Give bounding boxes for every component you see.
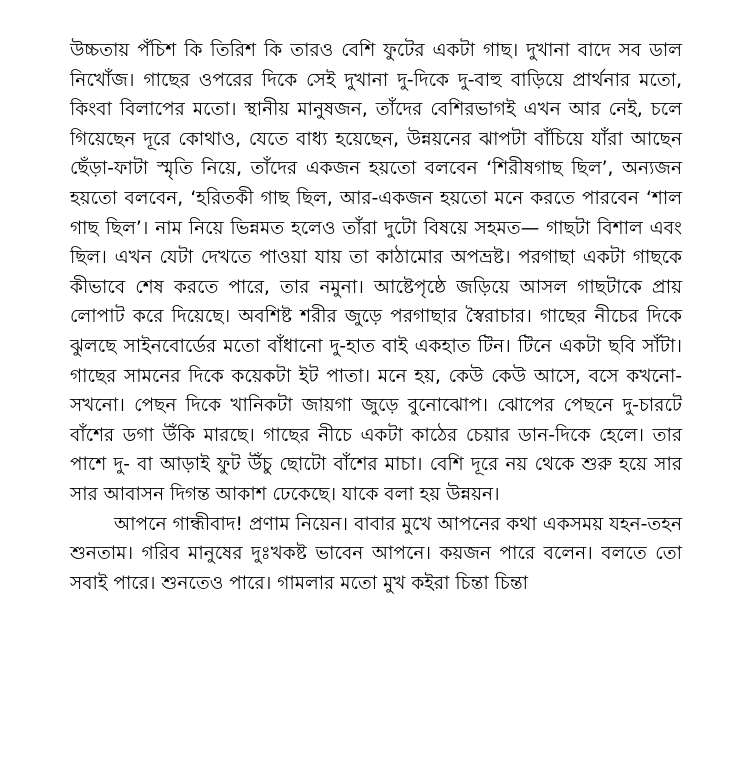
body-text	[70, 36, 682, 598]
paragraph-monologue: আপনে গান্ধীবাদ! প্রণাম নিয়েন। বাবার মুখে আপনের কথা একসময় যহন-তহন শুনতাম। গরিব মানুষের দুঃখকষ্ট ভাবেন আপনে। কয়জন পারে বলেন। বলতে তো সবাই পারে। শুনতেও পারে। গামলার মতো মুখ কইরা চিন্তা চিন্তা	[70, 513, 682, 594]
paragraph-description: উচ্চতায় পঁচিশ কি তিরিশ কি তারও বেশি ফুটের একটা গাছ। দুখানা বাদে সব ডাল নিখোঁজ। গাছের ওপরের দিকে সেই দুখানা দু-দিকে দু-বাহু বাড়িয়ে প্রার্থনার মতো, কিংবা বিলাপের মতো। স্থানীয় মানুষজন, তাঁদের বেশিরভাগই এখন আর নেই, চলে গিয়েছেন দূরে কোথাও, যেতে বাধ্য হয়েছেন, উন্নয়নের ঝাপটা বাঁচিয়ে যাঁরা আছেন ছেঁড়া-ফাটা স্মৃতি নিয়ে, তাঁদের একজন হয়তো বলবেন ‘শিরীষগাছ ছিল’, অন্যজন হয়তো বলবেন, ‘হরিতকী গাছ ছিল, আর-একজন হয়তো মনে করতে পারবেন ‘শাল গাছ ছিল’। নাম নিয়ে ভিন্নমত হলেও তাঁরা দুটো বিষয়ে সহমত— গাছটা বিশাল এবং ছিল। এখন যেটা দেখতে পাওয়া যায় তা কাঠামোর অপভ্রষ্ট। পরগাছা একটা গাছকে কীভাবে শেষ করতে পারে, তার নমুনা। আষ্টেপৃষ্ঠে জড়িয়ে আসল গাছটাকে প্রায় লোপাট করে দিয়েছে। অবশিষ্ট শরীর জুড়ে পরগাছার স্বৈরাচার। গাছের নীচের দিকে ঝুলছে সাইনবোর্ডের মতো বাঁধানো দু-হাত বাই একহাত টিন। টিনে একটা ছবি সাঁটা। গাছের সামনের দিকে কয়েকটা ইট পাতা। মনে হয়, কেউ কেউ আসে, বসে কখনো-সখনো। পেছন দিকে খানিকটা জায়গা জুড়ে বুনোঝোপ। ঝোপের পেছনে দু-চারটে বাঁশের ডগা উঁকি মারছে। গাছের নীচে একটা কাঠের চেয়ার ডান-দিকে হেলে। তার পাশে দু- বা আড়াই ফুট উঁচু ছোটো বাঁশের মাচা। বেশি দূরে নয় থেকে শুরু হয়ে সার সার আবাসন দিগন্ত আকাশ ঢেকেছে। যাকে বলা হয় উন্নয়ন।	[70, 40, 682, 505]
